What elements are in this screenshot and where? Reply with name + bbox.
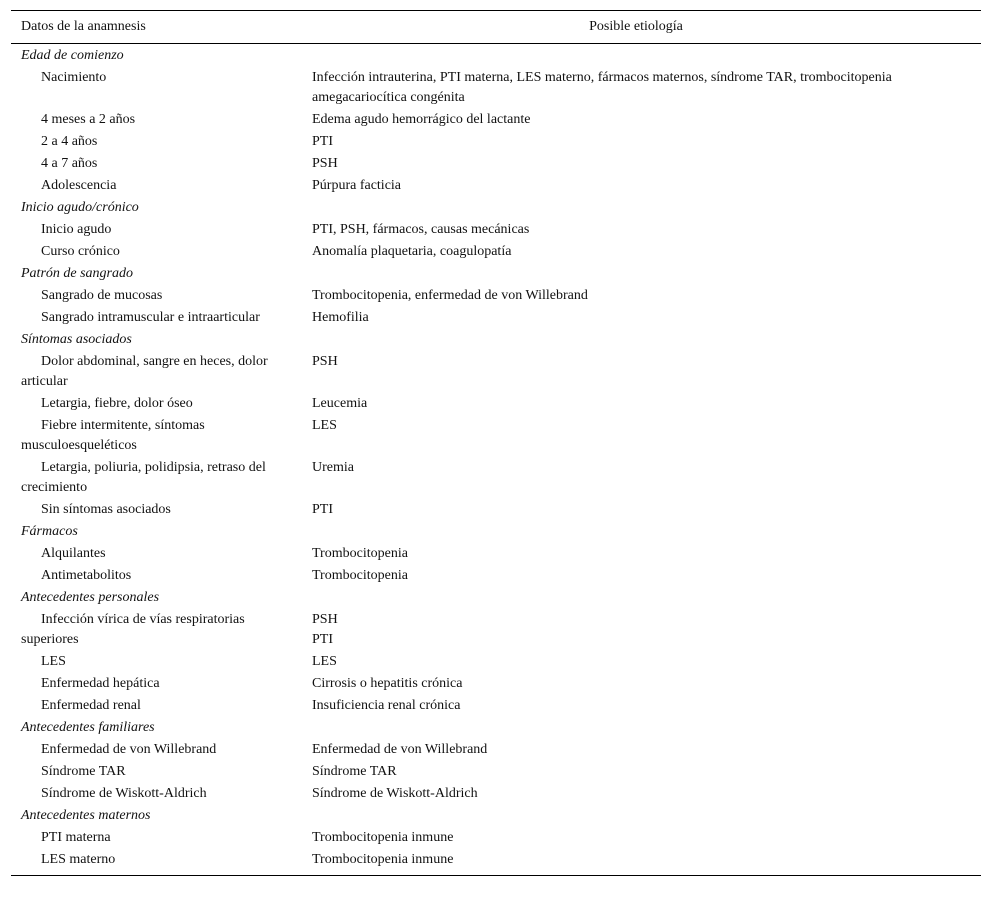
section-title: Antecedentes familiares — [21, 720, 155, 735]
anamnesis-cell: Enfermedad de von Willebrand — [41, 742, 217, 757]
table-row — [11, 68, 981, 108]
header-etiologia: Posible etiología — [589, 19, 683, 34]
etiologia-cell: LES — [312, 418, 337, 433]
table-row — [11, 458, 981, 498]
anamnesis-cell: LES materno — [41, 852, 116, 867]
section-title: Antecedentes maternos — [21, 808, 151, 823]
table-row — [11, 784, 981, 804]
anamnesis-cell: Alquilantes — [41, 546, 106, 561]
anamnesis-cell: PTI materna — [41, 830, 111, 845]
table-row — [11, 762, 981, 782]
etiologia-cell: Púrpura facticia — [312, 178, 402, 193]
etiologia-cell: Uremia — [312, 460, 354, 475]
table-row — [11, 416, 981, 456]
section-title: Síntomas asociados — [21, 332, 132, 347]
table-row — [11, 544, 981, 564]
etiologia-cell: Edema agudo hemorrágico del lactante — [312, 112, 531, 127]
anamnesis-cell: Letargia, poliuria, polidipsia, retraso del crecimiento — [21, 460, 266, 495]
etiologia-cell: PTI — [312, 502, 333, 517]
etiologia-cell: Síndrome de Wiskott-Aldrich — [312, 786, 478, 801]
anamnesis-cell: Síndrome de Wiskott-Aldrich — [41, 786, 207, 801]
anamnesis-cell: Sin síntomas asociados — [41, 502, 171, 517]
section-row — [11, 522, 981, 542]
etiologia-cell: PTI, PSH, fármacos, causas mecánicas — [312, 222, 530, 237]
section-title: Inicio agudo/crónico — [21, 200, 139, 215]
anamnesis-cell: Síndrome TAR — [41, 764, 126, 779]
section-row — [11, 198, 981, 218]
table-row — [11, 850, 981, 870]
table-bottom-rule — [11, 875, 981, 876]
anamnesis-cell: Infección vírica de vías respiratorias superiores — [21, 612, 245, 647]
section-title: Fármacos — [21, 524, 78, 539]
section-row — [11, 330, 981, 350]
table-row — [11, 352, 981, 392]
etiologia-cell: PSH PTI — [312, 612, 338, 647]
anamnesis-cell: 4 a 7 años — [41, 156, 98, 171]
anamnesis-cell: LES — [41, 654, 66, 669]
etiologia-cell: Síndrome TAR — [312, 764, 397, 779]
section-row — [11, 806, 981, 826]
anamnesis-cell: Enfermedad hepática — [41, 676, 160, 691]
table-row — [11, 154, 981, 174]
anamnesis-table — [11, 10, 981, 876]
anamnesis-cell: Sangrado intramuscular e intraarticular — [41, 310, 260, 325]
etiologia-cell: PSH — [312, 156, 338, 171]
table-row — [11, 652, 981, 672]
etiologia-cell: PSH — [312, 354, 338, 369]
table-row — [11, 286, 981, 306]
table-row — [11, 696, 981, 716]
etiologia-cell: Trombocitopenia — [312, 568, 408, 583]
anamnesis-cell: Antimetabolitos — [41, 568, 132, 583]
anamnesis-cell: Curso crónico — [41, 244, 120, 259]
table-row — [11, 176, 981, 196]
anamnesis-cell: Adolescencia — [41, 178, 117, 193]
table-row — [11, 674, 981, 694]
anamnesis-cell: Fiebre intermitente, síntomas musculoesqueléticos — [21, 418, 205, 453]
anamnesis-cell: Dolor abdominal, sangre en heces, dolor articular — [21, 354, 268, 389]
table-row — [11, 500, 981, 520]
table-body — [11, 44, 981, 875]
table-row — [11, 610, 981, 650]
anamnesis-cell: Enfermedad renal — [41, 698, 141, 713]
table-row — [11, 394, 981, 414]
section-title: Edad de comienzo — [21, 48, 124, 63]
etiologia-cell: Trombocitopenia inmune — [312, 830, 454, 845]
etiologia-cell: LES — [312, 654, 337, 669]
table-row — [11, 566, 981, 586]
etiologia-cell: Enfermedad de von Willebrand — [312, 742, 488, 757]
section-row — [11, 718, 981, 738]
section-title: Patrón de sangrado — [21, 266, 133, 281]
etiologia-cell: Hemofilia — [312, 310, 369, 325]
anamnesis-cell: Nacimiento — [41, 70, 107, 85]
anamnesis-cell: 2 a 4 años — [41, 134, 98, 149]
table-row — [11, 828, 981, 848]
table-row — [11, 308, 981, 328]
section-title: Antecedentes personales — [21, 590, 160, 605]
header-anamnesis: Datos de la anamnesis — [21, 19, 146, 34]
etiologia-cell: PTI — [312, 134, 333, 149]
section-row — [11, 264, 981, 284]
anamnesis-cell: 4 meses a 2 años — [41, 112, 136, 127]
etiologia-cell: Trombocitopenia, enfermedad de von Willebrand — [312, 288, 588, 303]
etiologia-cell: Trombocitopenia inmune — [312, 852, 454, 867]
section-row — [11, 588, 981, 608]
section-row — [11, 46, 981, 66]
table-row — [11, 740, 981, 760]
etiologia-cell: Insuficiencia renal crónica — [312, 698, 461, 713]
etiologia-cell: Anomalía plaquetaria, coagulopatía — [312, 244, 512, 259]
etiologia-cell: Trombocitopenia — [312, 546, 408, 561]
table-row — [11, 132, 981, 152]
table-row — [11, 110, 981, 130]
table-row — [11, 220, 981, 240]
anamnesis-cell: Inicio agudo — [41, 222, 112, 237]
anamnesis-cell: Letargia, fiebre, dolor óseo — [41, 396, 193, 411]
table-header — [11, 11, 981, 43]
etiologia-cell: Cirrosis o hepatitis crónica — [312, 676, 463, 691]
etiologia-cell: Infección intrauterina, PTI materna, LES materno, fármacos maternos, síndrome TAR, trombocitopenia amegacariocítica congénita — [312, 70, 892, 105]
anamnesis-cell: Sangrado de mucosas — [41, 288, 163, 303]
table-row — [11, 242, 981, 262]
etiologia-cell: Leucemia — [312, 396, 368, 411]
